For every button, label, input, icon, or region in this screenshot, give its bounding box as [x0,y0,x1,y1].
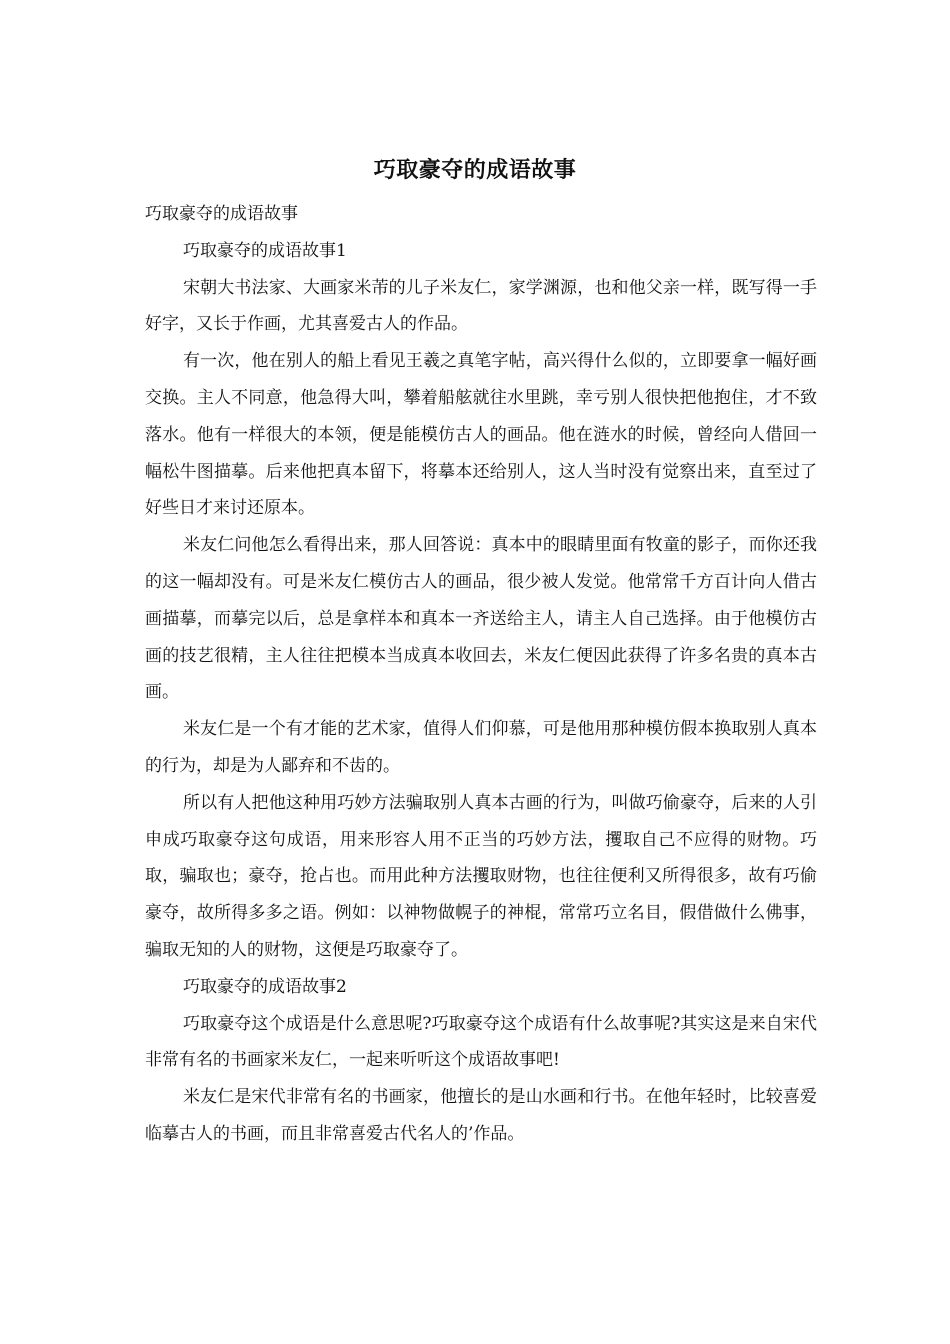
document-subtitle: 巧取豪夺的成语故事 [145,204,298,224]
story2-heading: 巧取豪夺的成语故事2 [183,976,347,997]
story1-paragraph: 米友仁是一个有才能的艺术家，值得人们仰慕，可是他用那种模仿假本换取别人真本的行为，却是为人鄙弃和不齿的。 [145,719,817,776]
story2-paragraph: 巧取豪夺这个成语是什么意思呢?巧取豪夺这个成语有什么故事呢?其实这是来自宋代非常有名的书画家米友仁，一起来听听这个成语故事吧! [145,1013,817,1071]
story1-paragraph: 宋朝大书法家、大画家米芾的儿子米友仁，家学渊源，也和他父亲一样，既写得一手好字，又长于作画，尤其喜爱古人的作品。 [145,277,817,335]
story1-paragraph: 米友仁问他怎么看得出来，那人回答说：真本中的眼睛里面有牧童的影子，而你还我的这一幅却没有。可是米友仁模仿古人的画品，很少被人发觉。他常常千方百计向人借古画描摹，而摹完以后，总是拿样本和真本一齐送给主人，请主人自己选择。由于他模仿古画的技艺很精，主人往往把模本当成真本收回去，米友仁便因此获得了许多名贵的真本古画。 [145,535,817,703]
document-title: 巧取豪夺的成语故事 [373,157,577,183]
story1-paragraph: 所以有人把他这种用巧妙方法骗取别人真本古画的行为，叫做巧偷豪夺，后来的人引申成巧取豪夺这句成语，用来形容人用不正当的巧妙方法，攫取自己不应得的财物。巧取，骗取也；豪夺，抢占也。而用此种方法攫取财物，也往往便利又所得很多，故有巧偷豪夺，故所得多多之语。例如：以神物做幌子的神棍，常常巧立名目，假借做什么佛事，骗取无知的人的财物，这便是巧取豪夺了。 [145,792,817,960]
story2-paragraph: 米友仁是宋代非常有名的书画家，他擅长的是山水画和行书。在他年轻时，比较喜爱临摹古人的书画，而且非常喜爱古代名人的’作品。 [145,1087,817,1144]
story1-heading: 巧取豪夺的成语故事1 [183,240,347,261]
document-body [145,196,817,1153]
story1-paragraph: 有一次，他在别人的船上看见王羲之真笔字帖，高兴得什么似的，立即要拿一幅好画交换。主人不同意，他急得大叫，攀着船舷就往水里跳，幸亏别人很快把他抱住，才不致落水。他有一样很大的本领，便是能模仿古人的画品。他在涟水的时候，曾经向人借回一幅松牛图描摹。后来他把真本留下，将摹本还给别人，这人当时没有觉察出来，直至过了好些日才来讨还原本。 [145,351,817,519]
